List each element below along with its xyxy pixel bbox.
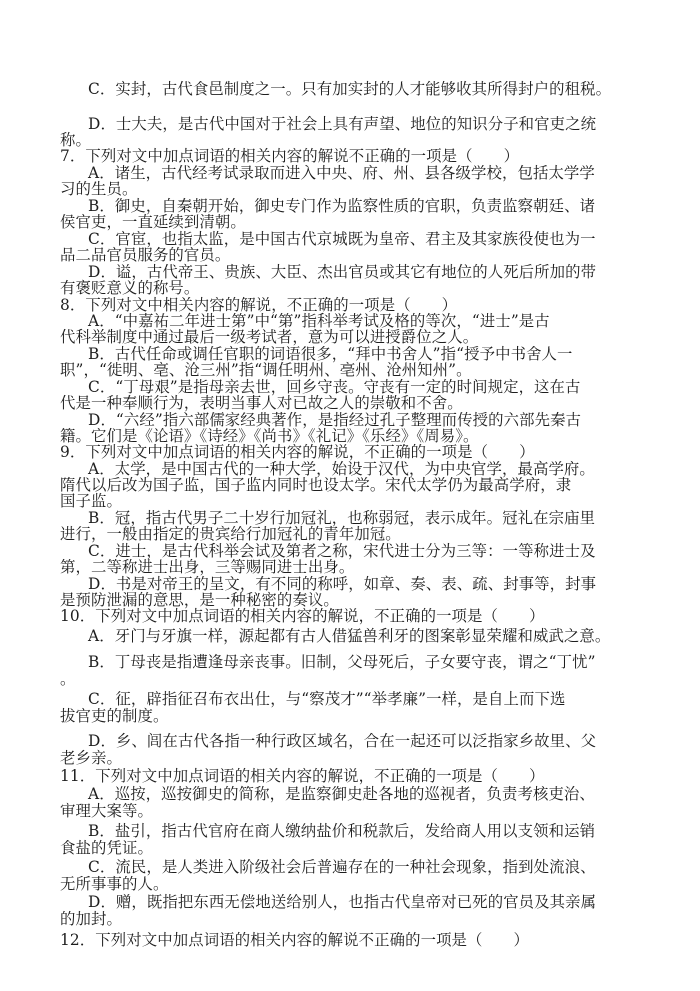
q7-option-b: B．御史，自秦朝开始，御史专门作为监察性质的官职，负责监察朝廷、诸 [88, 197, 596, 215]
question-7-stem: 7．下列对文中加点词语的相关内容的解说不正确的一项是（ ） [60, 147, 520, 165]
q7-option-d: D．谥，古代帝王、贵族、大臣、杰出官员或其它有地位的人死后所加的带 [88, 263, 597, 281]
q9-option-d-cont: 是预防泄漏的意思，是一种秘密的奏议。 [60, 591, 339, 609]
q8-option-c: C．“丁母艰”是指母亲去世，回乡守丧。守丧有一定的时间规定，这在古 [88, 378, 581, 396]
q7-option-c-cont: 品二品官员服务的官员。 [60, 246, 231, 264]
q9-option-a-cont: 隋代以后改为国子监，国子监内同时也设太学。宋代太学仍为最高学府，隶 [60, 476, 572, 494]
q10-option-d: D．乡、闾在古代各指一种行政区域名，合在一起还可以泛指家乡故里、父 [88, 732, 597, 750]
q10-option-c: C．征，辟指征召布衣出仕，与“察茂才”“举孝廉”一样，是自上而下选 [88, 690, 566, 708]
q9-option-c: C．进士，是古代科举会试及第者之称，宋代进士分为三等：一等称进士及 [88, 542, 596, 560]
q7-option-d-cont: 有褒贬意义的称号。 [60, 279, 200, 297]
option-d-text-cont: 称。 [60, 131, 91, 149]
q11-option-c-cont: 无所事事的人。 [60, 875, 169, 893]
q11-option-b: B．盐引，指古代官府在商人缴纳盐价和税款后，发给商人用以支领和运销 [88, 822, 596, 840]
q9-option-a-cont2: 国子监。 [60, 492, 122, 510]
q8-option-b: B．古代任命或调任官职的词语很多，“拜中书舍人”指“授予中书舍人一 [88, 345, 573, 363]
question-11-stem: 11．下列对文中加点词语的相关内容的解说，不正确的一项是（ ） [60, 767, 545, 785]
q9-option-b: B．冠，指古代男子二十岁行加冠礼，也称弱冠，表示成年。冠礼在宗庙里 [88, 509, 596, 527]
q8-option-d: D．“六经”指六部儒家经典著作，是指经过孔子整理而传授的六部先秦古 [88, 411, 582, 429]
q8-option-a: A．“中嘉祐二年进士第”中“第”指科举考试及格的等次，“进士”是古 [88, 312, 550, 330]
q8-option-b-cont: 职”，“徙明、亳、沧三州”指“调任明州、亳州、沧州知州”。 [60, 361, 472, 379]
option-c-text: C．实封，古代食邑制度之一。只有加实封的人才能够收其所得封户的租税。 [88, 80, 612, 98]
q8-option-a-cont: 代科举制度中通过最后一级考试者，意为可以进授爵位之人。 [60, 328, 479, 346]
q10-option-d-cont: 老乡亲。 [60, 749, 122, 767]
q9-option-d: D．书是对帝王的呈文，有不同的称呼，如章、奏、表、疏、封事等，封事 [88, 575, 597, 593]
q9-option-b-cont: 进行，一般由指定的贵宾给行加冠礼的青年加冠。 [60, 525, 401, 543]
q10-option-b: B．丁母丧是指遭逢母亲丧事。旧制，父母死后，子女要守丧，谓之“丁忧” [88, 653, 596, 671]
q11-option-d: D．赠，既指把东西无偿地送给别人，也指古代皇帝对已死的官员及其亲属 [88, 893, 597, 911]
q7-option-a: A．诸生，古代经考试录取而进入中央、府、州、县各级学校，包括太学学 [88, 164, 595, 182]
q11-option-b-cont: 食盐的凭证。 [60, 839, 153, 857]
q7-option-b-cont: 侯官吏，一直延续到清朝。 [60, 213, 246, 231]
q11-option-d-cont: 的加封。 [60, 910, 122, 928]
q8-option-c-cont: 代是一种奉顺行为，表明当事人对已故之人的崇敬和不舍。 [60, 394, 463, 412]
question-9-stem: 9．下列对文中加点词语的相关内容的解说，不正确的一项是（ ） [60, 443, 535, 461]
q8-option-d-cont: 籍。它们是《论语》《诗经》《尚书》《礼记》《乐经》《周易》。 [60, 427, 479, 445]
q7-option-c: C．官宦，也指太监，是中国古代京城既为皇帝、君主及其家族役使也为一 [88, 230, 596, 248]
q9-option-c-cont: 第，二等称进士出身，三等赐同进士出身。 [60, 558, 355, 576]
option-d-text: D．士大夫，是古代中国对于社会上具有声望、地位的知识分子和官吏之统 [88, 115, 597, 133]
q11-option-a-cont: 审理大案等。 [60, 802, 153, 820]
q7-option-a-cont: 习的生员。 [60, 180, 138, 198]
q10-option-b-cont: 。 [60, 670, 76, 688]
q11-option-c: C．流民，是人类进入阶级社会后普遍存在的一种社会现象，指到处流浪、 [88, 858, 596, 876]
q10-option-a: A．牙门与牙旗一样，源起都有古人借猛兽利牙的图案彰显荣耀和威武之意。 [88, 627, 611, 645]
question-8-stem: 8．下列对文中相关内容的解说，不正确的一项是（ ） [60, 296, 458, 314]
q9-option-a: A．太学，是中国古代的一种大学，始设于汉代，为中央官学，最高学府。 [88, 460, 595, 478]
q10-option-c-cont: 拔官吏的制度。 [60, 707, 169, 725]
question-10-stem: 10．下列对文中加点词语的相关内容的解说，不正确的一项是（ ） [60, 607, 545, 625]
question-12-stem: 12．下列对文中加点词语的相关内容的解说不正确的一项是（ ） [60, 931, 530, 949]
q11-option-a: A．巡按，巡按御史的简称，是监察御史赴各地的巡视者，负责考核吏治、 [88, 785, 595, 803]
